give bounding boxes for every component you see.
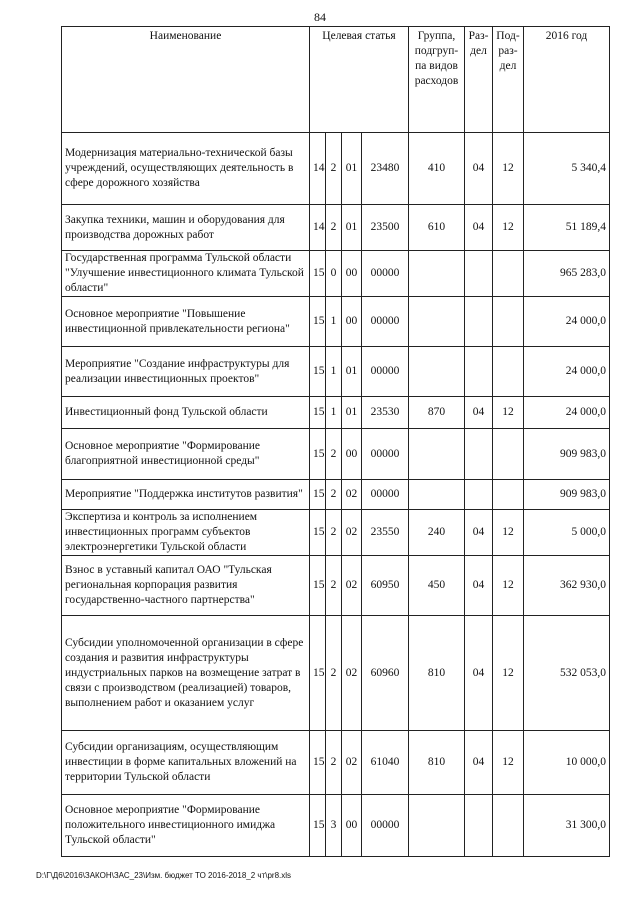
target-activity-cell: 00 [342, 297, 362, 347]
section-cell [465, 429, 493, 480]
target-subprogram-cell: 2 [326, 480, 342, 510]
target-activity-cell: 01 [342, 205, 362, 251]
amount-cell: 24 000,0 [524, 347, 610, 397]
row-name-cell: Основное мероприятие "Формирование благоприятной инвестиционной среды" [62, 429, 310, 480]
target-activity-cell: 02 [342, 556, 362, 616]
target-program-cell: 14 [310, 205, 326, 251]
row-name-cell: Субсидии уполномоченной организации в сфере создания и развития инфраструктуры индустриальных парков на возмещение затрат в связи с производством (реализацией) товаров, выполнением работ и оказанием услуг [62, 616, 310, 731]
table-row [62, 297, 610, 347]
page-number: 84 [314, 10, 326, 24]
row-name-cell: Взнос в уставный капитал ОАО "Тульская региональная корпорация развития государственно-частного партнерства" [62, 556, 310, 616]
target-direction-cell: 61040 [362, 731, 409, 795]
target-program-cell: 15 [310, 616, 326, 731]
target-activity-cell: 01 [342, 347, 362, 397]
target-program-cell: 15 [310, 795, 326, 857]
header-section: Раз-дел [465, 27, 493, 133]
target-direction-cell: 00000 [362, 297, 409, 347]
target-direction-cell: 00000 [362, 795, 409, 857]
table-row [62, 556, 610, 616]
target-activity-cell: 01 [342, 133, 362, 205]
section-cell: 04 [465, 731, 493, 795]
target-direction-cell: 00000 [362, 480, 409, 510]
table-row [62, 510, 610, 556]
row-name-cell: Субсидии организациям, осуществляющим инвестиции в форме капитальных вложений на территории Тульской области [62, 731, 310, 795]
table-row [62, 251, 610, 297]
row-name-cell: Инвестиционный фонд Тульской области [62, 397, 310, 429]
subsection-cell [493, 347, 524, 397]
row-name-cell: Основное мероприятие "Повышение инвестиционной привлекательности региона" [62, 297, 310, 347]
section-cell: 04 [465, 556, 493, 616]
expense-group-cell: 450 [409, 556, 465, 616]
target-subprogram-cell: 3 [326, 795, 342, 857]
table-row [62, 429, 610, 480]
amount-cell: 24 000,0 [524, 297, 610, 347]
amount-cell: 532 053,0 [524, 616, 610, 731]
target-program-cell: 15 [310, 480, 326, 510]
section-cell: 04 [465, 510, 493, 556]
section-cell: 04 [465, 133, 493, 205]
subsection-cell: 12 [493, 731, 524, 795]
target-direction-cell: 60960 [362, 616, 409, 731]
amount-cell: 24 000,0 [524, 397, 610, 429]
header-target-article: Целевая статья [310, 27, 409, 133]
table-row [62, 205, 610, 251]
subsection-cell [493, 480, 524, 510]
section-cell: 04 [465, 397, 493, 429]
section-cell [465, 297, 493, 347]
expense-group-cell [409, 795, 465, 857]
expense-group-cell [409, 429, 465, 480]
row-name-cell: Модернизация материально-технической базы учреждений, осуществляющих деятельность в сфере дорожного хозяйства [62, 133, 310, 205]
subsection-cell [493, 297, 524, 347]
section-cell: 04 [465, 616, 493, 731]
target-subprogram-cell: 2 [326, 556, 342, 616]
target-activity-cell: 00 [342, 429, 362, 480]
target-program-cell: 15 [310, 731, 326, 795]
expense-group-cell: 610 [409, 205, 465, 251]
subsection-cell [493, 429, 524, 480]
row-name-cell: Мероприятие "Создание инфраструктуры для реализации инвестиционных проектов" [62, 347, 310, 397]
target-direction-cell: 00000 [362, 429, 409, 480]
amount-cell: 909 983,0 [524, 480, 610, 510]
target-activity-cell: 02 [342, 480, 362, 510]
subsection-cell: 12 [493, 556, 524, 616]
amount-cell: 5 340,4 [524, 133, 610, 205]
target-activity-cell: 00 [342, 251, 362, 297]
row-name-cell: Закупка техники, машин и оборудования для производства дорожных работ [62, 205, 310, 251]
row-name-cell: Государственная программа Тульской области "Улучшение инвестиционного климата Тульской области" [62, 251, 310, 297]
expense-group-cell [409, 347, 465, 397]
table-row [62, 795, 610, 857]
expense-group-cell: 870 [409, 397, 465, 429]
target-program-cell: 15 [310, 251, 326, 297]
expense-group-cell: 810 [409, 616, 465, 731]
table-row [62, 616, 610, 731]
row-name-cell: Мероприятие "Поддержка институтов развития" [62, 480, 310, 510]
subsection-cell: 12 [493, 205, 524, 251]
target-program-cell: 15 [310, 556, 326, 616]
header-row [62, 27, 610, 133]
expense-group-cell: 810 [409, 731, 465, 795]
target-subprogram-cell: 1 [326, 347, 342, 397]
section-cell [465, 480, 493, 510]
table-row [62, 133, 610, 205]
target-subprogram-cell: 2 [326, 429, 342, 480]
target-program-cell: 15 [310, 397, 326, 429]
target-activity-cell: 00 [342, 795, 362, 857]
target-subprogram-cell: 1 [326, 297, 342, 347]
budget-table [61, 26, 610, 857]
target-direction-cell: 23550 [362, 510, 409, 556]
target-activity-cell: 02 [342, 731, 362, 795]
target-activity-cell: 02 [342, 510, 362, 556]
section-cell: 04 [465, 205, 493, 251]
target-direction-cell: 23480 [362, 133, 409, 205]
table-row [62, 397, 610, 429]
amount-cell: 909 983,0 [524, 429, 610, 480]
subsection-cell: 12 [493, 616, 524, 731]
target-subprogram-cell: 1 [326, 397, 342, 429]
table-row [62, 731, 610, 795]
target-activity-cell: 02 [342, 616, 362, 731]
expense-group-cell: 240 [409, 510, 465, 556]
target-subprogram-cell: 0 [326, 251, 342, 297]
table-row [62, 480, 610, 510]
subsection-cell: 12 [493, 510, 524, 556]
amount-cell: 10 000,0 [524, 731, 610, 795]
section-cell [465, 347, 493, 397]
amount-cell: 31 300,0 [524, 795, 610, 857]
target-subprogram-cell: 2 [326, 731, 342, 795]
header-year-2016: 2016 год [524, 27, 610, 133]
target-subprogram-cell: 2 [326, 616, 342, 731]
target-program-cell: 14 [310, 133, 326, 205]
target-program-cell: 15 [310, 510, 326, 556]
target-direction-cell: 00000 [362, 251, 409, 297]
target-direction-cell: 23530 [362, 397, 409, 429]
target-direction-cell: 60950 [362, 556, 409, 616]
header-name: Наименование [62, 27, 310, 133]
header-expense-group: Группа, подгруп-па видов расходов [409, 27, 465, 133]
target-subprogram-cell: 2 [326, 510, 342, 556]
amount-cell: 5 000,0 [524, 510, 610, 556]
expense-group-cell [409, 251, 465, 297]
row-name-cell: Основное мероприятие "Формирование положительного инвестиционного имиджа Тульской области" [62, 795, 310, 857]
target-subprogram-cell: 2 [326, 205, 342, 251]
row-name-cell: Экспертиза и контроль за исполнением инвестиционных программ субъектов электроэнергетики Тульской области [62, 510, 310, 556]
subsection-cell: 12 [493, 133, 524, 205]
target-direction-cell: 00000 [362, 347, 409, 397]
expense-group-cell [409, 297, 465, 347]
subsection-cell [493, 795, 524, 857]
amount-cell: 362 930,0 [524, 556, 610, 616]
section-cell [465, 795, 493, 857]
target-direction-cell: 23500 [362, 205, 409, 251]
target-subprogram-cell: 2 [326, 133, 342, 205]
section-cell [465, 251, 493, 297]
footer-file-path: D:\Г\Д6\2016\ЗАКОН\ЗАС_23\Изм. бюджет ТО 2016-2018_2 чт\pr8.xls [36, 871, 292, 880]
header-subsection: Под-раз-дел [493, 27, 524, 133]
amount-cell: 965 283,0 [524, 251, 610, 297]
subsection-cell [493, 251, 524, 297]
target-program-cell: 15 [310, 429, 326, 480]
target-program-cell: 15 [310, 347, 326, 397]
expense-group-cell [409, 480, 465, 510]
target-program-cell: 15 [310, 297, 326, 347]
subsection-cell: 12 [493, 397, 524, 429]
expense-group-cell: 410 [409, 133, 465, 205]
table-row [62, 347, 610, 397]
target-activity-cell: 01 [342, 397, 362, 429]
amount-cell: 51 189,4 [524, 205, 610, 251]
